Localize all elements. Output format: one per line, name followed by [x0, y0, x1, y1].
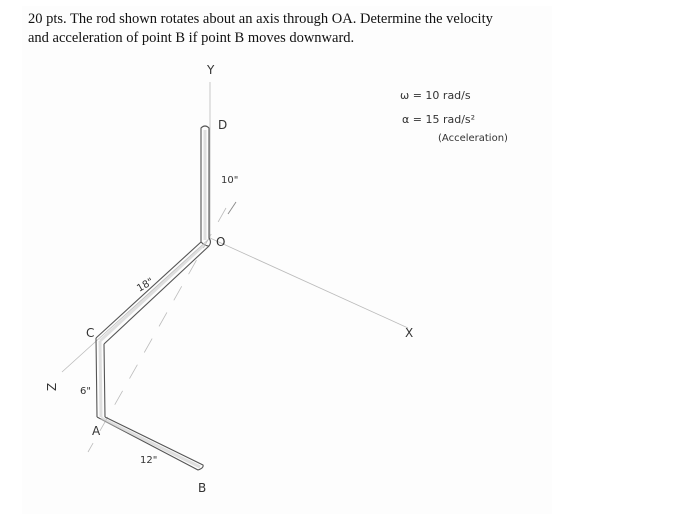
point-d-label: D: [218, 118, 228, 132]
point-o-label: O: [216, 235, 226, 249]
point-c-label: C: [86, 326, 95, 340]
problem-statement: 20 pts. The rod shown rotates about an axis through OA. Determine the velocity and acceleration of point B if point B moves downward.: [28, 11, 493, 46]
dimension-od-label: 10": [221, 175, 239, 186]
dimension-ca-label: 6": [80, 386, 91, 397]
y-axis-label: Y: [207, 63, 215, 77]
point-b-label: B: [198, 481, 207, 495]
alpha-note-label: (Acceleration): [438, 133, 508, 144]
dimension-oc-label: 18": [135, 276, 156, 295]
point-a-label: A: [92, 424, 101, 438]
z-axis-label: Z: [45, 382, 59, 391]
x-axis-label: X: [405, 326, 414, 340]
x-axis-line: [210, 238, 408, 328]
dimension-ab-label: 12": [140, 455, 158, 466]
alpha-note: α = 15 rad/s²: [402, 113, 476, 126]
omega-note: ω = 10 rad/s: [400, 89, 471, 102]
